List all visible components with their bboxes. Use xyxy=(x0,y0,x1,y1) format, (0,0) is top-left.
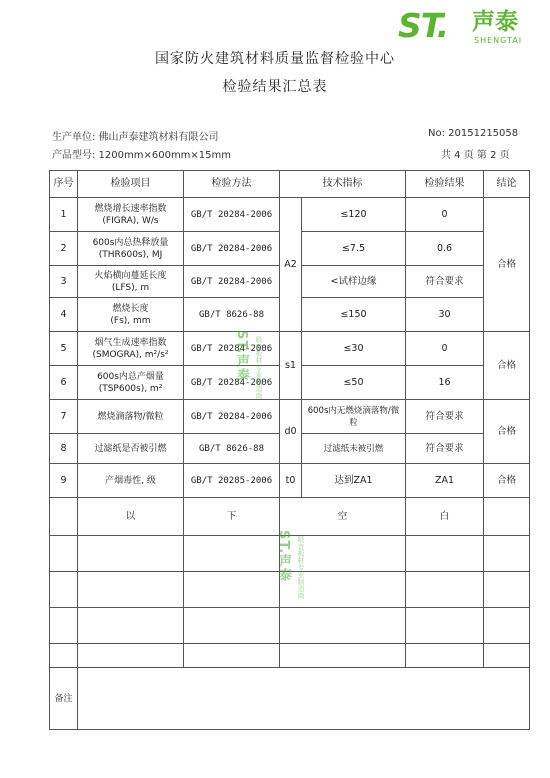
blank-char-3: 空 xyxy=(280,498,406,536)
item-unit: (THR600s), MJ xyxy=(98,249,163,260)
item-name: 燃烧增长速率指数 xyxy=(94,203,167,214)
row-method: GB/T 8626-88 xyxy=(184,434,280,464)
item-name: 燃烧长度 xyxy=(112,303,149,314)
class-s1: s1 xyxy=(280,332,302,400)
col-header-conclusion: 结论 xyxy=(484,171,530,198)
row-item: 过滤纸是否被引燃 xyxy=(78,434,184,464)
remarks-label: 备注 xyxy=(50,668,78,730)
row-spec: 达到ZA1 xyxy=(302,464,406,498)
watermark-mark: ST.声泰 xyxy=(276,530,291,583)
row-item xyxy=(78,232,184,266)
blank-char-2: 下 xyxy=(184,498,280,536)
row-item: 产烟毒性, 级 xyxy=(78,464,184,498)
row-result: 16 xyxy=(406,366,484,400)
row-result: 符合要求 xyxy=(406,266,484,298)
row-result: 符合要求 xyxy=(406,400,484,434)
company-logo xyxy=(398,6,546,52)
item-unit: (LFS), m xyxy=(111,282,150,293)
row-item xyxy=(78,332,184,366)
document-subtitle: 检验结果汇总表 xyxy=(222,79,328,95)
row-no: 4 xyxy=(50,298,78,332)
empty-row xyxy=(50,536,530,572)
row-no: 5 xyxy=(50,332,78,366)
item-name: 600s内总产烟量 xyxy=(97,371,164,382)
row-item xyxy=(78,198,184,232)
row-no: 6 xyxy=(50,366,78,400)
row-result: ZA1 xyxy=(406,464,484,498)
row-method: GB/T 20284-2006 xyxy=(184,332,280,366)
row-spec: 过滤纸未被引燃 xyxy=(302,434,406,464)
row-method: GB/T 8626-88 xyxy=(184,298,280,332)
row-result: 0 xyxy=(406,198,484,232)
blank-char-1: 以 xyxy=(78,498,184,536)
row-method: GB/T 20284-2006 xyxy=(184,366,280,400)
page-count: 共 4 页 第 2 页 xyxy=(441,150,510,161)
table-header-row xyxy=(50,171,530,198)
col-header-item: 检验项目 xyxy=(78,171,184,198)
row-method: GB/T 20284-2006 xyxy=(184,232,280,266)
results-table xyxy=(49,170,530,730)
row-spec: ≤50 xyxy=(302,366,406,400)
item-unit: (SMOGRA), m²/s² xyxy=(92,349,169,360)
conclusion-group-1: 合格 xyxy=(484,198,530,332)
row-spec: 600s内无燃烧滴落物/微粒 xyxy=(302,400,406,434)
table-row xyxy=(50,400,530,434)
row-result: 符合要求 xyxy=(406,434,484,464)
watermark-mark: ST.声泰 xyxy=(234,330,249,383)
report-number: No: 20151215058 xyxy=(428,128,519,139)
col-header-method: 检验方法 xyxy=(184,171,280,198)
product-model: 产品型号: 1200mm×600mm×15mm xyxy=(52,150,232,161)
conclusion-group-4: 合格 xyxy=(484,464,530,498)
row-spec: <试样边缘 xyxy=(302,266,406,298)
item-name: 600s内总热释放量 xyxy=(92,237,169,248)
remarks-row xyxy=(50,668,530,730)
row-method: GB/T 20284-2006 xyxy=(184,198,280,232)
row-method: GB/T 20284-2006 xyxy=(184,266,280,298)
empty-row xyxy=(50,644,530,668)
row-method: GB/T 20284-2006 xyxy=(184,400,280,434)
remarks-content xyxy=(78,668,530,730)
empty-row xyxy=(50,608,530,644)
row-result: 30 xyxy=(406,298,484,332)
logo-chinese-name: 声泰 xyxy=(472,9,518,35)
table-row xyxy=(50,198,530,232)
table-row xyxy=(50,464,530,498)
conclusion-group-2: 合格 xyxy=(484,332,530,400)
class-d0: d0 xyxy=(280,400,302,464)
row-result: 0 xyxy=(406,332,484,366)
row-result: 0.6 xyxy=(406,232,484,266)
col-header-no: 序号 xyxy=(50,171,78,198)
row-no: 7 xyxy=(50,400,78,434)
blank-marker-row xyxy=(50,498,530,536)
row-spec: ≤120 xyxy=(302,198,406,232)
manufacturer: 生产单位: 佛山声泰建筑材料有限公司 xyxy=(52,132,219,143)
row-no: 2 xyxy=(50,232,78,266)
row-item: 燃烧滴落物/微粒 xyxy=(78,400,184,434)
blank-char-4: 白 xyxy=(406,498,484,536)
item-name: 烟气生成速率指数 xyxy=(94,337,167,348)
row-item xyxy=(78,266,184,298)
row-spec: ≤7.5 xyxy=(302,232,406,266)
item-unit: (FIGRA), W/s xyxy=(102,215,159,226)
row-item xyxy=(78,366,184,400)
item-unit: (TSP600s), m² xyxy=(98,383,163,394)
empty-row xyxy=(50,572,530,608)
class-a2: A2 xyxy=(280,198,302,332)
row-no: 8 xyxy=(50,434,78,464)
item-name: 火焰横向蔓延长度 xyxy=(94,270,167,281)
class-t0: t0 xyxy=(280,464,302,498)
logo-english-name: SHENGTAI xyxy=(474,36,523,45)
row-spec: ≤150 xyxy=(302,298,406,332)
item-unit: (Fs), mm xyxy=(110,315,151,326)
watermark-sub: 吸音板材专业制造商 xyxy=(255,336,263,399)
row-no: 1 xyxy=(50,198,78,232)
row-item xyxy=(78,298,184,332)
conclusion-group-3: 合格 xyxy=(484,400,530,464)
col-header-spec: 技术指标 xyxy=(280,171,406,198)
row-no: 3 xyxy=(50,266,78,298)
row-method: GB/T 20285-2006 xyxy=(184,464,280,498)
logo-mark: ST. xyxy=(398,6,449,45)
row-no: 9 xyxy=(50,464,78,498)
row-spec: ≤30 xyxy=(302,332,406,366)
col-header-result: 检验结果 xyxy=(406,171,484,198)
document-title: 国家防火建筑材料质量监督检验中心 xyxy=(155,51,395,67)
watermark-sub: 吸音板材专业制造商 xyxy=(297,536,305,599)
table-row xyxy=(50,332,530,366)
